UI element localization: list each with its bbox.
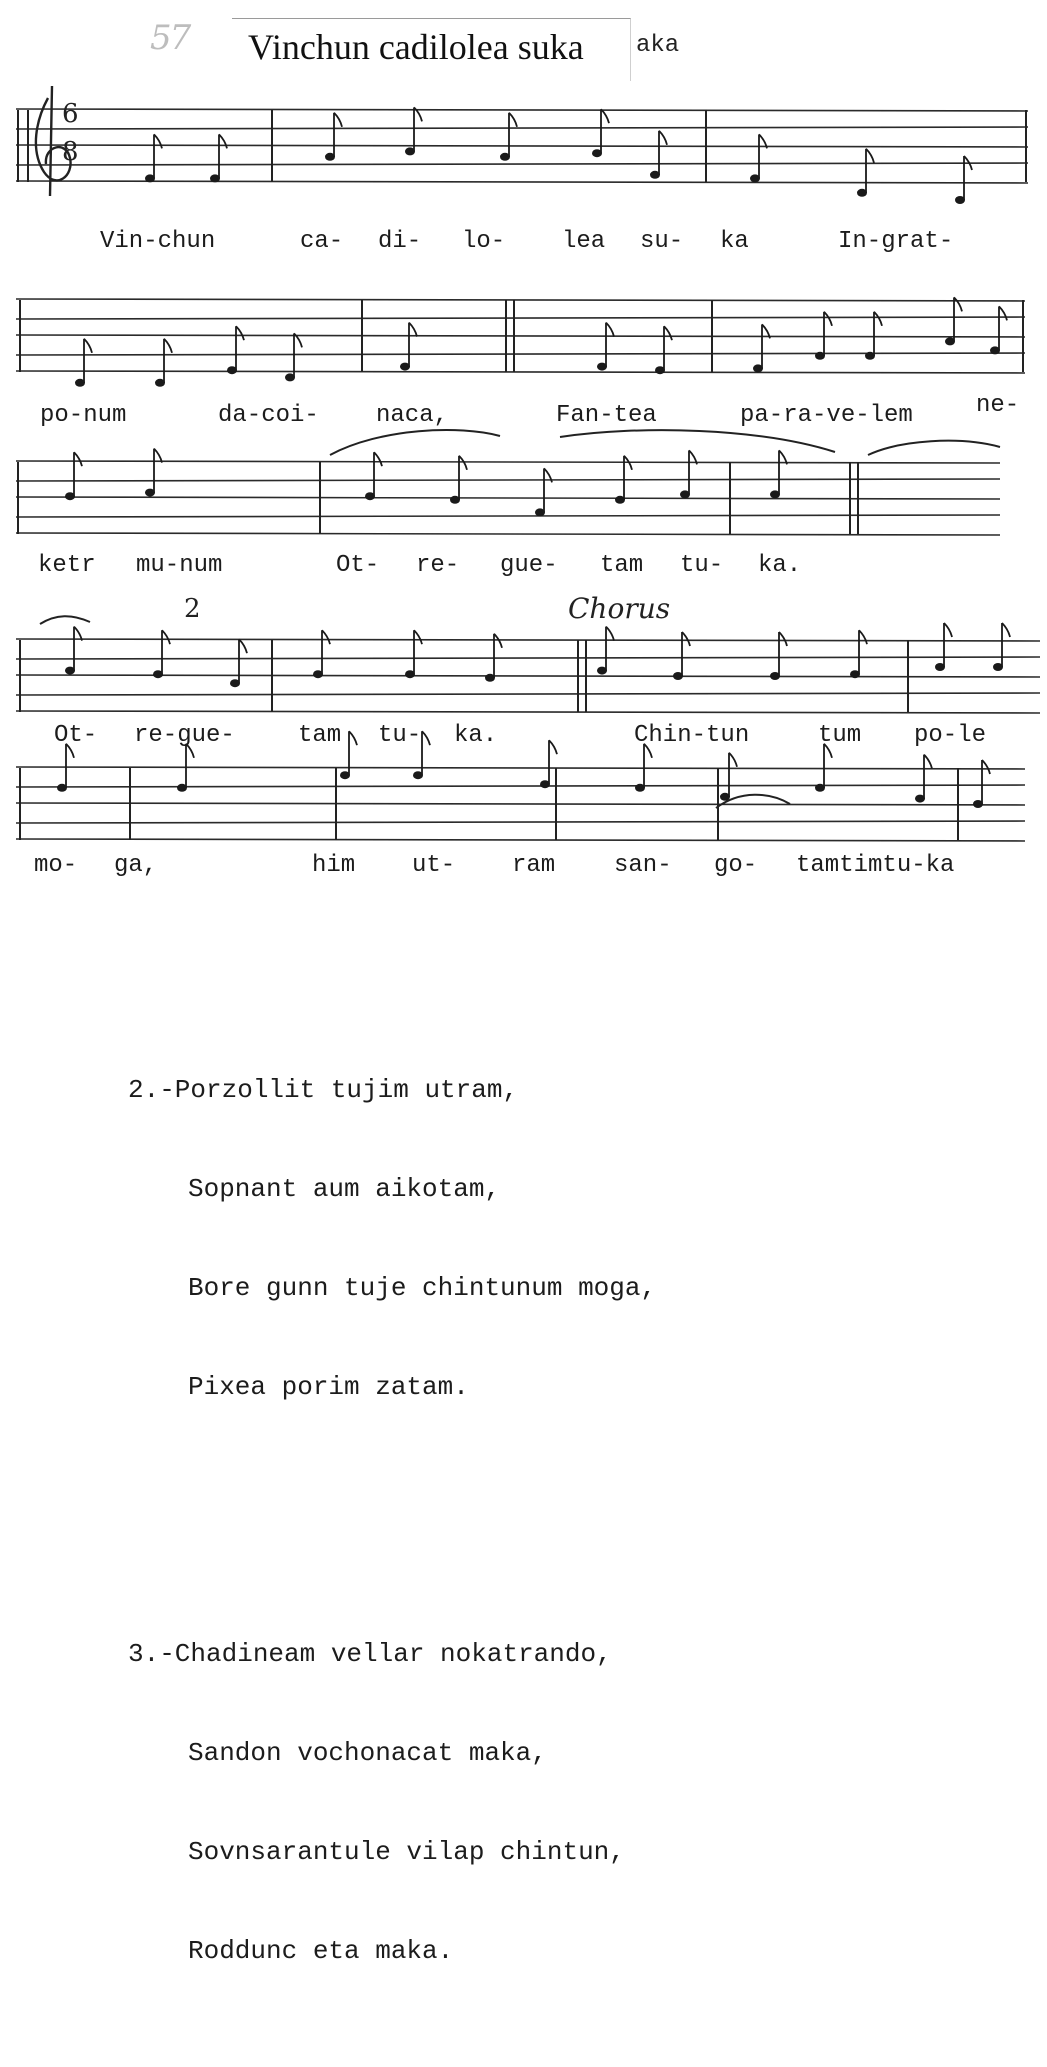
note-flag [84, 339, 92, 353]
note-flag [1002, 623, 1010, 637]
note-flag [859, 630, 867, 644]
staff-line [16, 299, 1025, 301]
lyric-syllable: ga, [114, 852, 158, 879]
note-flag [944, 623, 952, 637]
note-flag [779, 632, 787, 646]
note-flag [239, 639, 247, 653]
lyric-syllable: da-coi- [218, 402, 319, 429]
staff-line [16, 821, 1025, 823]
staff-line [16, 675, 1040, 677]
staff-line [16, 497, 1000, 499]
staff-line [16, 515, 1000, 517]
note-flag [509, 113, 517, 127]
note-flag [236, 326, 244, 340]
note-flag [409, 323, 417, 337]
lyric-syllable: tu- [680, 552, 724, 579]
lyric-syllable: di- [378, 228, 422, 255]
staff-line [16, 371, 1025, 373]
lyric-syllable: him [312, 852, 356, 879]
section-mark: 2 [184, 594, 201, 624]
verse-line: 2.-Porzollit tujim utram, [128, 1075, 519, 1105]
song-title: Vinchun cadilolea suka [248, 27, 584, 67]
lyric-syllable: re- [416, 552, 460, 579]
lyric-syllable: Fan-tea [556, 402, 657, 429]
staff-line [16, 839, 1025, 841]
lyric-syllable: Vin-chun [100, 228, 216, 255]
note-flag [601, 109, 609, 123]
lyric-syllable: Chin-tun [634, 722, 750, 749]
lyric-syllable: su- [640, 228, 684, 255]
lyrics-line-1 [0, 228, 1047, 268]
staff-line [16, 711, 1040, 713]
title-tail: aka [636, 32, 680, 59]
lyric-syllable: tam [600, 552, 644, 579]
note-flag [664, 326, 672, 340]
staff-line [16, 803, 1025, 805]
staff-line [16, 127, 1028, 129]
staff-line [16, 145, 1028, 147]
verse-line: Sandon vochonacat maka, [188, 1738, 547, 1768]
note-flag [659, 131, 667, 145]
note-flag [334, 113, 342, 127]
lyric-syllable: ca- [300, 228, 344, 255]
lyric-syllable: lo- [462, 228, 506, 255]
lyric-syllable: ka [720, 228, 749, 255]
lyrics-line-5 [0, 852, 1047, 892]
lyric-syllable: tamtimtu-ka [796, 852, 955, 879]
staff-line [16, 109, 1028, 111]
note-flag [682, 632, 690, 646]
note-flag [874, 312, 882, 326]
lyric-syllable: go- [714, 852, 758, 879]
note-flag [74, 452, 82, 466]
note-flag [219, 134, 227, 148]
note-flag [322, 630, 330, 644]
lyric-syllable: lea [562, 228, 606, 255]
lyric-syllable: pa-ra-ve-lem [740, 402, 913, 429]
lyric-syllable: ka. [454, 722, 498, 749]
lyric-syllable: ne- [976, 392, 1020, 419]
slur [40, 616, 90, 624]
staff-line [16, 693, 1040, 695]
note-flag [494, 634, 502, 648]
verses [128, 942, 656, 2067]
lyric-syllable: ram [512, 852, 556, 879]
lyrics-line-4 [0, 722, 1047, 762]
staff-line [16, 533, 1000, 535]
verse-line: Pixea porim zatam. [188, 1372, 469, 1402]
lyric-syllable: re-gue- [134, 722, 235, 749]
verse-line: Roddunc eta maka. [188, 1936, 454, 1966]
lyric-syllable: mu-num [136, 552, 223, 579]
staff-line [16, 461, 1000, 463]
staff-line [16, 767, 1025, 769]
lyric-syllable: san- [614, 852, 672, 879]
note-flag [162, 630, 170, 644]
lyric-syllable: Ot- [54, 722, 98, 749]
note-flag [606, 627, 614, 641]
time-signature-bottom: 8 [62, 137, 79, 167]
time-signature-top: 6 [62, 99, 79, 129]
note-flag [999, 306, 1007, 320]
note-flag [606, 323, 614, 337]
slur [868, 441, 1000, 455]
note-flag [374, 452, 382, 466]
lyric-syllable: gue- [500, 552, 558, 579]
lyric-syllable: po-num [40, 402, 127, 429]
lyric-syllable: mo- [34, 852, 78, 879]
note-flag [866, 149, 874, 163]
staff-line [16, 785, 1025, 787]
verse-3 [128, 1572, 656, 2034]
lyric-syllable: po-le [914, 722, 987, 749]
staff-line [16, 479, 1000, 481]
verse-2 [128, 1008, 656, 1470]
note-flag [459, 456, 467, 470]
lyric-syllable: ketr [38, 552, 96, 579]
lyric-syllable: tum [818, 722, 862, 749]
lyrics-line-2 [0, 392, 1047, 442]
chorus-mark: Chorus [568, 592, 671, 625]
note-flag [982, 760, 990, 774]
lyric-syllable: tu- [378, 722, 422, 749]
note-flag [954, 297, 962, 311]
lyric-syllable: naca, [376, 402, 449, 429]
note-flag [154, 134, 162, 148]
page-number: 57 [150, 18, 190, 58]
lyric-syllable: tam [298, 722, 342, 749]
note-flag [824, 312, 832, 326]
lyric-syllable: Ot- [336, 552, 380, 579]
staff-line [16, 163, 1028, 165]
notes [57, 107, 1010, 808]
verse-line: Bore gunn tuje chintunum moga, [188, 1273, 657, 1303]
lyric-syllable: In-grat- [838, 228, 954, 255]
note-flag [414, 630, 422, 644]
staff-line [16, 657, 1040, 659]
note-flag [164, 339, 172, 353]
lyrics-line-3 [0, 552, 1047, 592]
lyric-syllable: ka. [758, 552, 802, 579]
verse-line: Sovnsarantule vilap chintun, [188, 1837, 625, 1867]
verse-line: 3.-Chadineam vellar nokatrando, [128, 1639, 612, 1669]
staff-line [16, 181, 1028, 183]
verse-line: Sopnant aum aikotam, [188, 1174, 501, 1204]
lyric-syllable: ut- [412, 852, 456, 879]
